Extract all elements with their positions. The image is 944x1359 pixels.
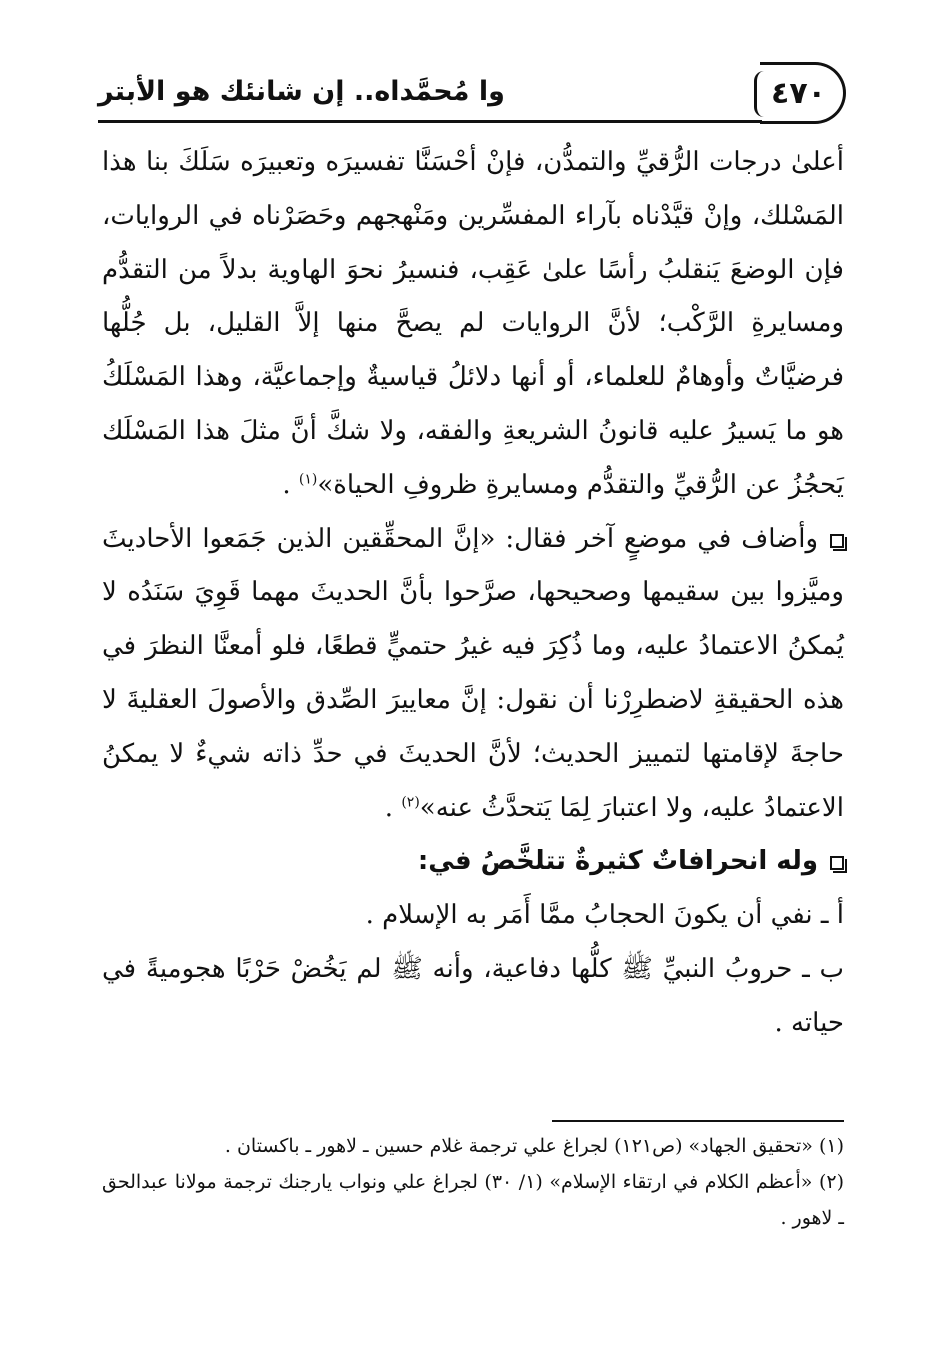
footnote-ref-2[interactable]: (٢) [401,793,420,810]
paragraph-2-end: . [384,792,402,823]
paragraph-1-end: . [282,469,299,500]
list-item-b: ب ـ حروبُ النبيِّ ﷺ كلُّها دفاعية، وأنه ﷺ لم يَخُضْ حَرْبًا هجوميةً في حياته . [102,953,844,1038]
paragraph-1-text: أعلىٰ درجات الرُّقيِّ والتمدُّن، فإنْ أحْسَنَّا تفسيرَه وتعبيرَه سَلَكَ بنا هذا المَسْلك، وإنْ قيَّدْناه بآراء المفسِّرين ومَنْهجهم وحَصَرْناه في الروايات، فإن الوضعَ يَنقلبُ رأسًا علىٰ عَقِب، فنسيرُ نحوَ الهاوية بدلاً من التقدُّم ومسايرةِ الرَّكْب؛ لأنَّ الروايات لم يصحَّ منها إلاَّ القليل، بل جُلُّها فرضيَّاتٌ وأوهامٌ للعلماء، أو أنها دلائلُ قياسيةٌ وإجماعيَّة، وهذا المَسْلَكُ هو ما يَسيرُ عليه قانونُ الشريعةِ والفقه، ولا شكَّ أنَّ مثلَ هذا المَسْلَك يَحجُزُ عن الرُّقيِّ والتقدُّم ومسايرةِ ظروفِ الحياة» [102,147,844,500]
footnotes [102,1128,844,1236]
page-header [98,62,846,132]
sub-heading-text: وله انحرافاتٌ كثيرةٌ تتلخَّصُ في: [417,846,818,877]
page-number: ٤٧٠ [760,62,846,124]
footnote-1: (١) «تحقيق الجهاد» (ص١٢١) لجراغ علي ترجمة غلام حسين ـ لاهور ـ باكستان . [224,1135,844,1157]
footnote-ref-1[interactable]: (١) [298,471,318,488]
paragraph-2 [102,513,844,836]
list-item-a: أ ـ نفي أن يكونَ الحجابُ ممَّا أَمَر به الإسلام . [365,900,844,931]
running-title: وا مُحمَّداه.. إن شانئك هو الأبتر [98,76,505,107]
main-text [102,136,844,1051]
sub-heading [102,835,844,889]
footnote-separator [552,1120,844,1122]
paragraph-marker-icon [830,856,844,870]
paragraph-marker-icon [830,534,844,548]
footnote-2: (٢) «أعظم الكلام في ارتقاء الإسلام» (١/ ٣٠) لجراغ علي ونواب يارجنك ترجمة مولانا عبدالحق ـ لاهور . [102,1171,844,1229]
paragraph-1 [102,136,844,513]
paragraph-2-text: وأضاف في موضعٍ آخر فقال: «إنَّ المحقِّقين الذين جَمَعوا الأحاديثَ وميَّزوا بين سقيمها وصحيحها، صرَّحوا بأنَّ الحديثَ مهما قَوِيَ سَنَدُه لا يُمكنُ الاعتمادُ عليه، وما ذُكِرَ فيه غيرُ حتميٍّ قطعًا، فلو أمعنَّا النظرَ في هذه الحقيقةِ لاضطرِرْنا أن نقول: إنَّ معاييرَ الصِّدق والأصولَ العقليةَ لا حاجةَ لإقامتها لتمييز الحديث؛ لأنَّ الحديثَ في حدِّ ذاته شيءٌ لا يمكنُ الاعتمادُ عليه، ولا اعتبارَ لِمَا يَتحدَّثُ عنه» [102,523,844,823]
header-rule [98,120,762,123]
